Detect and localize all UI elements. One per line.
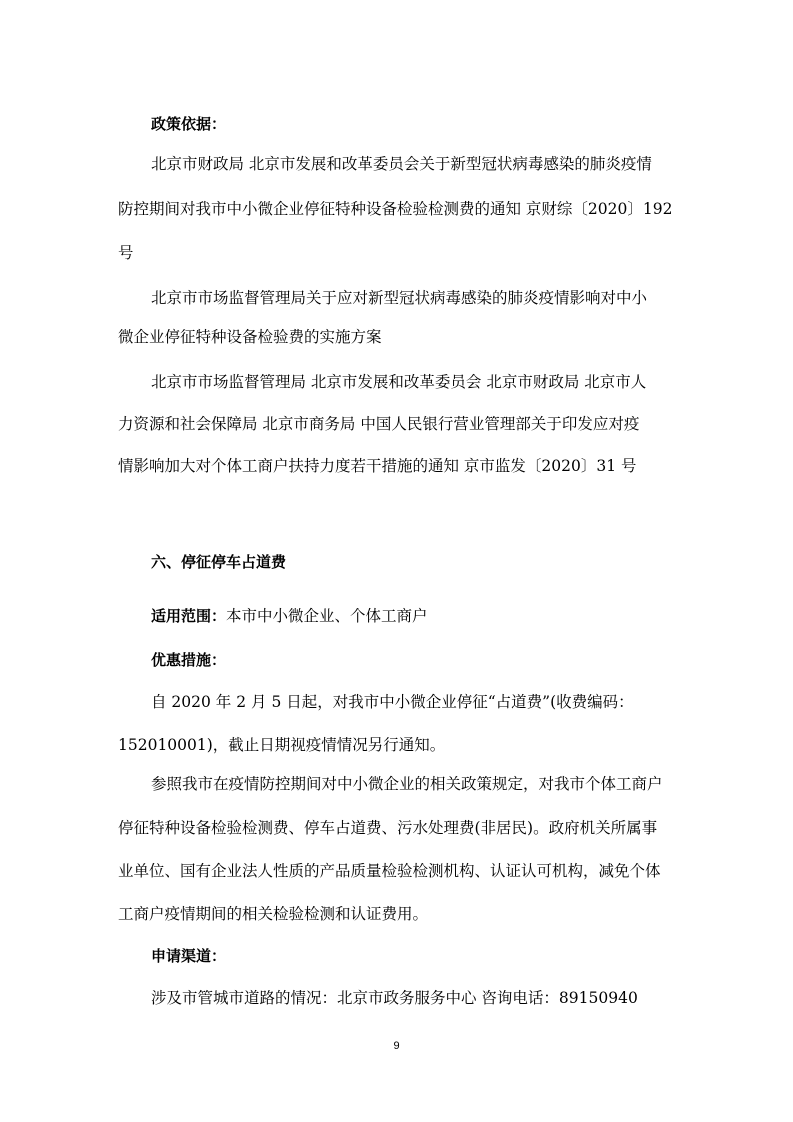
policy-doc-2-line-2: 微企业停征特种设备检验费的实施方案 xyxy=(118,328,382,346)
measures-p1-line-1: 自 2020 年 2 月 5 日起，对我市中小微企业停征“占道费”(收费编码： xyxy=(151,693,634,711)
policy-doc-3-line-1: 北京市市场监督管理局 北京市发展和改革委员会 北京市财政局 北京市人 xyxy=(151,373,647,391)
policy-doc-3-line-2: 力资源和社会保障局 北京市商务局 中国人民银行营业管理部关于印发应对疫 xyxy=(118,415,640,433)
scope-label: 适用范围： xyxy=(151,607,227,625)
measures-p2-line-1: 参照我市在疫情防控期间对中小微企业的相关政策规定，对我市个体工商户 xyxy=(151,775,663,793)
policy-doc-3-line-3: 情影响加大对个体工商户扶持力度若干措施的通知 京市监发〔2020〕31 号 xyxy=(118,457,637,475)
channel-label: 申请渠道： xyxy=(151,947,227,965)
measures-label: 优惠措施： xyxy=(151,651,227,669)
page-number: 9 xyxy=(393,1040,400,1052)
measures-p2-line-3: 业单位、国有企业法人性质的产品质量检验检测机构、认证认可机构，减免个体 xyxy=(118,862,661,880)
measures-p2-line-2: 停征特种设备检验检测费、停车占道费、污水处理费(非居民)。政府机关所属事 xyxy=(118,819,658,837)
policy-doc-1-line-2: 防控期间对我市中小微企业停征特种设备检验检测费的通知 京财综〔2020〕192 xyxy=(118,200,673,218)
scope-text: 本市中小微企业、个体工商户 xyxy=(226,607,428,625)
policy-doc-1-line-3: 号 xyxy=(118,244,134,262)
scope-line xyxy=(151,606,428,626)
section-6-heading: 六、停征停车占道费 xyxy=(151,553,287,571)
policy-doc-1-line-1: 北京市财政局 北京市发展和改革委员会关于新型冠状病毒感染的肺炎疫情 xyxy=(151,155,652,173)
channel-text: 涉及市管城市道路的情况：北京市政务服务中心 咨询电话：89150940 xyxy=(151,989,638,1007)
policy-doc-2-line-1: 北京市市场监督管理局关于应对新型冠状病毒感染的肺炎疫情影响对中小 xyxy=(151,289,648,307)
measures-p2-line-4: 工商户疫情期间的相关检验检测和认证费用。 xyxy=(118,905,429,923)
policy-basis-heading: 政策依据： xyxy=(151,115,227,133)
measures-p1-line-2: 152010001)，截止日期视疫情情况另行通知。 xyxy=(118,736,446,754)
